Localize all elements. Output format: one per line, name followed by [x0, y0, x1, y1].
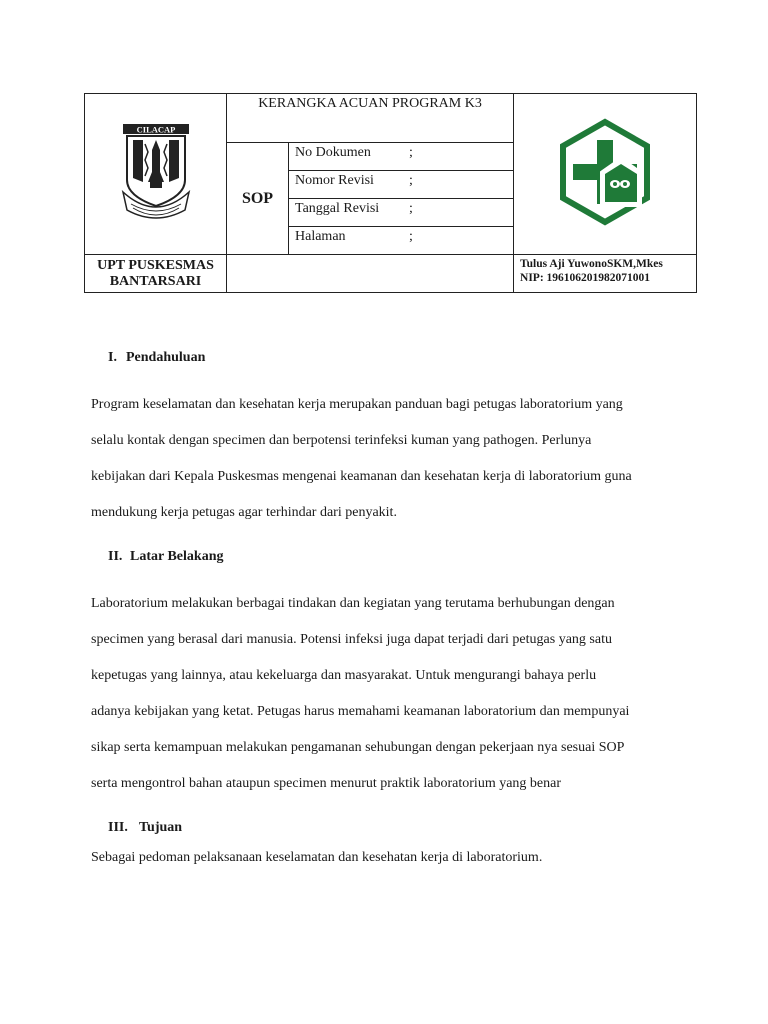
paragraph-latar-belakang: [91, 586, 691, 802]
section-number: II.: [108, 549, 123, 564]
section-number: III.: [108, 820, 128, 835]
paragraph-tujuan: [91, 849, 691, 867]
section-number: I.: [108, 350, 117, 365]
field-separator: ;: [409, 229, 413, 244]
paragraph-line: specimen yang berasal dari manusia. Potensi infeksi juga dapat terjadi dari petugas yang satu: [91, 632, 612, 647]
puskesmas-logo-icon: [557, 118, 653, 226]
signer-block: [514, 255, 697, 293]
document-title: KERANGKA ACUAN PROGRAM K3: [227, 94, 514, 143]
puskesmas-logo-cell: [514, 94, 697, 255]
field-halaman: [289, 227, 514, 255]
section-heading-latar-belakang: [108, 549, 223, 565]
paragraph-line: sikap serta kemampuan melakukan pengamanan sehubungan dengan pekerjaan nya sesuai SOP: [91, 740, 625, 755]
section-title: Pendahuluan: [126, 350, 206, 365]
section-title: Latar Belakang: [130, 549, 224, 564]
paragraph-line: Program keselamatan dan kesehatan kerja merupakan panduan bagi petugas laboratorium yang: [91, 397, 623, 412]
empty-cell: [227, 255, 514, 293]
signer-nip: NIP: 196106201982071001: [520, 272, 651, 284]
organization-line-2: BANTARSARI: [109, 273, 202, 289]
section-title: Tujuan: [139, 820, 183, 835]
paragraph-line: kebijakan dari Kepala Puskesmas mengenai keamanan dan kesehatan kerja di laboratorium guna: [91, 469, 632, 484]
organization-name: [85, 255, 227, 293]
field-label: Halaman: [295, 229, 346, 244]
cilacap-crest-icon: [119, 122, 193, 222]
paragraph-line: kepetugas yang lainnya, atau kekeluarga dan masyarakat. Untuk mengurangi bahaya perlu: [91, 668, 597, 683]
paragraph-line: Sebagai pedoman pelaksanaan keselamatan dan kesehatan kerja di laboratorium.: [91, 850, 543, 865]
organization-line-1: UPT PUSKESMAS: [97, 257, 214, 273]
paragraph-line: selalu kontak dengan specimen dan berpotensi terinfeksi kuman yang pathogen. Perlunya: [91, 433, 592, 448]
paragraph-pendahuluan: [91, 387, 691, 531]
section-heading-pendahuluan: [108, 350, 205, 366]
paragraph-line: adanya kebijakan yang ketat. Petugas harus memahami keamanan laboratorium dan mempunyai: [91, 704, 630, 719]
field-separator: ;: [409, 145, 413, 160]
field-label: Tanggal Revisi: [295, 201, 380, 216]
cilacap-logo-cell: [85, 94, 227, 255]
field-label: Nomor Revisi: [295, 173, 374, 188]
field-separator: ;: [409, 173, 413, 188]
signer-name: Tulus Aji YuwonoSKM,Mkes: [520, 258, 663, 270]
sop-label: SOP: [227, 143, 289, 255]
field-tanggal-revisi: [289, 199, 514, 227]
paragraph-line: serta mengontrol bahan ataupun specimen menurut praktik laboratorium yang benar: [91, 776, 562, 791]
section-heading-tujuan: [108, 820, 182, 836]
paragraph-line: mendukung kerja petugas agar terhindar dari penyakit.: [91, 505, 397, 520]
field-no-dokumen: [289, 143, 514, 171]
svg-text:CILACAP: CILACAP: [136, 124, 175, 134]
field-separator: ;: [409, 201, 413, 216]
field-nomor-revisi: [289, 171, 514, 199]
paragraph-line: Laboratorium melakukan berbagai tindakan dan kegiatan yang terutama berhubungan dengan: [91, 596, 615, 611]
field-label: No Dokumen: [295, 145, 371, 160]
document-header-table: [84, 93, 697, 293]
